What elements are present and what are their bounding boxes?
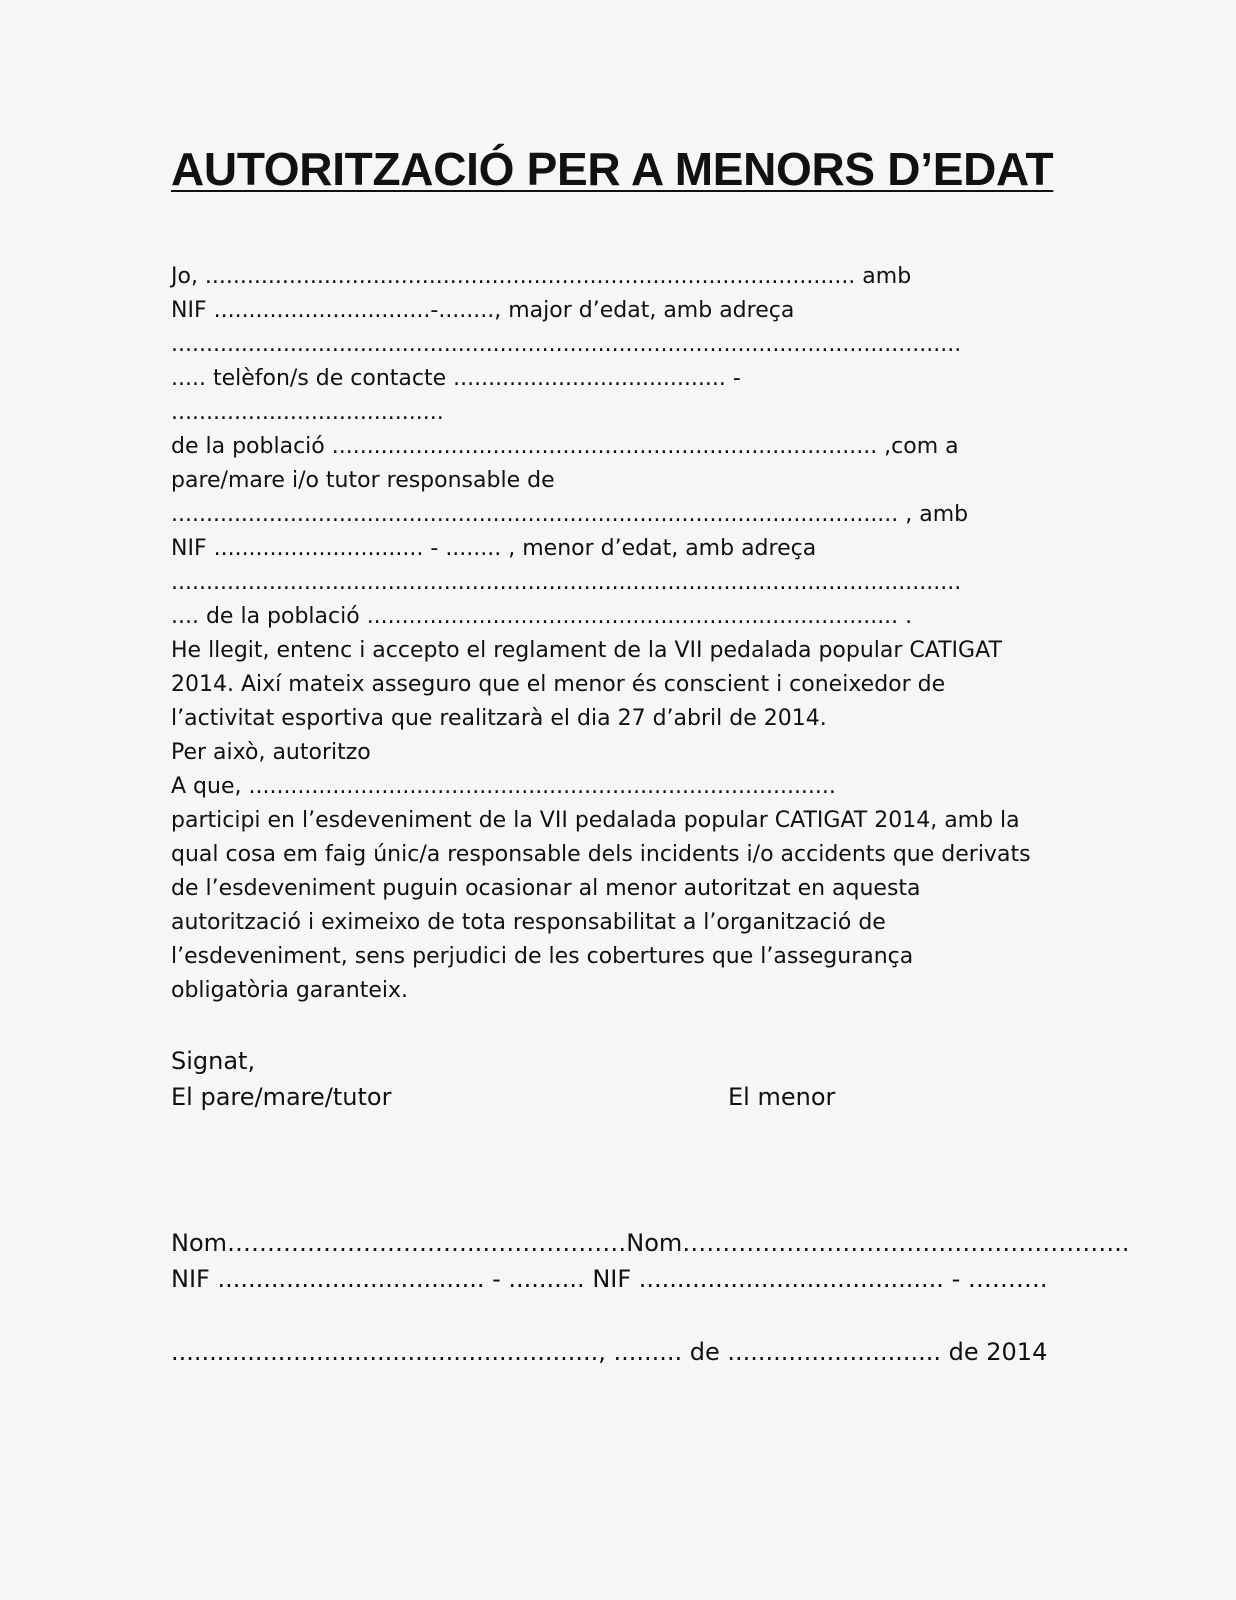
page-title: AUTORITZACIÓ PER A MENORS D’EDAT [171,143,1054,195]
form-line-minor-town: .... de la població ............................................................................ . [171,604,913,629]
form-line-minor-name: ........................................................................................................ , amb [171,502,969,527]
body-line: He llegit, entenc i accepto el reglament de la VII pedalada popular CATIGAT [171,638,1002,663]
parent-signature-label: El pare/mare/tutor [171,1083,392,1111]
form-line-nif: NIF ...............................-........, major d’edat, amb adreça [171,298,795,323]
form-line-address: ................................................................................................................. [171,332,962,357]
form-line-phone-cont: ....................................... [171,400,444,425]
body-line: autorització i eximeixo de tota responsabilitat a l’organització de [171,910,886,935]
form-line-town: de la població .............................................................................. ,com a [171,434,959,459]
nif-fields-line: NIF ................................... - .......... NIF ........................................ - ………. [171,1265,1048,1293]
body-line: Per això, autoritzo [171,740,371,765]
date-line: ........................................................, ......... de ............................ de 2014 [171,1338,1048,1366]
minor-signature-label: El menor [728,1083,836,1111]
body-line: qual cosa em faig únic/a responsable dels incidents i/o accidents que derivats [171,842,1031,867]
form-line-phone: ..... telèfon/s de contacte ....................................... - [171,366,741,391]
body-line: obligatòria garanteix. [171,978,409,1003]
body-line: l’esdeveniment, sens perjudici de les cobertures que l’assegurança [171,944,914,969]
signed-label: Signat, [171,1047,256,1075]
form-line-minor-nif: NIF .............................. - ........ , menor d’edat, amb adreça [171,536,817,561]
form-line-name: Jo, ............................................................................................. amb [171,264,912,289]
form-line-minor-address: ................................................................................................................. [171,570,962,595]
name-fields-line: Nom…………………………..………………Nom……………………………………………….. [171,1229,1130,1257]
body-line: A que, .................................................................................... [171,774,836,799]
body-line: de l’esdeveniment puguin ocasionar al menor autoritzat en aquesta [171,876,921,901]
body-line: 2014. Així mateix asseguro que el menor és conscient i coneixedor de [171,672,946,697]
body-line: participi en l’esdeveniment de la VII pedalada popular CATIGAT 2014, amb la [171,808,1020,833]
body-line: l’activitat esportiva que realitzarà el dia 27 d’abril de 2014. [171,706,827,731]
form-line-responsible: pare/mare i/o tutor responsable de [171,468,555,493]
